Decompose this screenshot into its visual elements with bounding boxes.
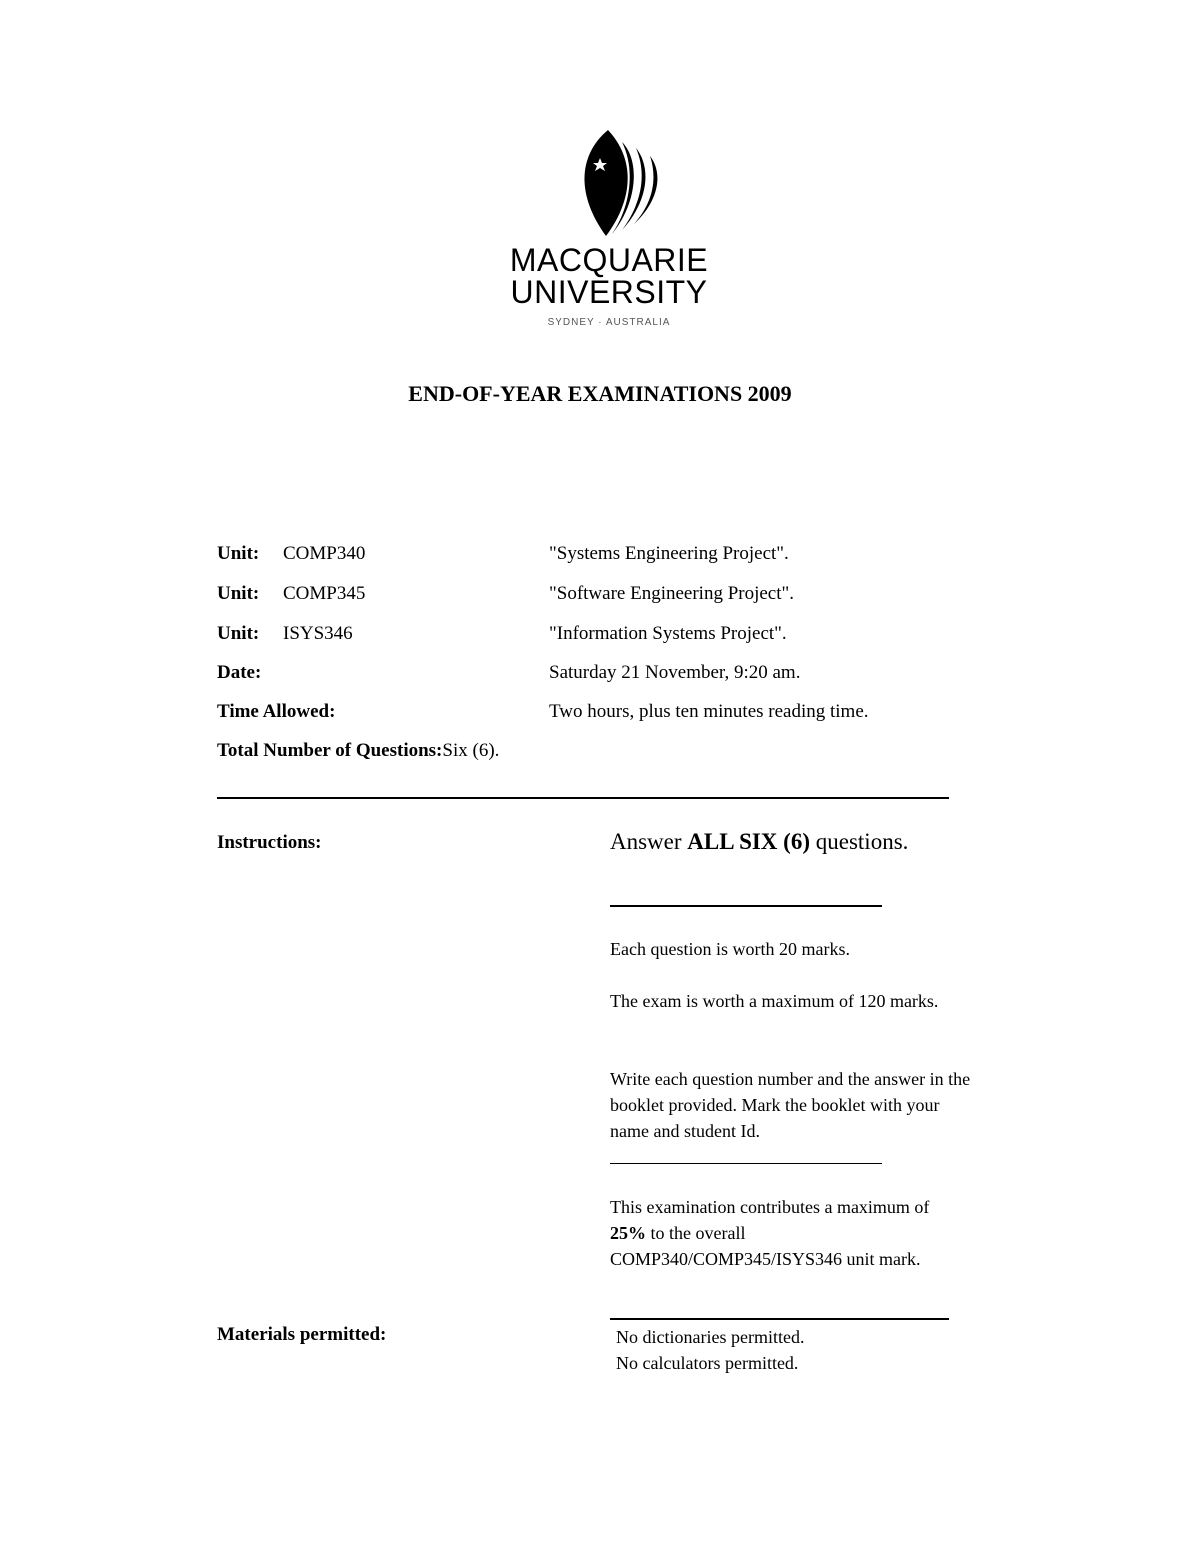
unit-name: "Systems Engineering Project".	[549, 543, 789, 564]
date-label: Date:	[217, 662, 262, 683]
unit-label: Unit:	[217, 623, 260, 644]
logo-name-line2: UNIVERSITY	[510, 274, 708, 310]
university-logo-icon	[578, 130, 678, 236]
contrib-bold: 25%	[610, 1223, 646, 1243]
instruction-divider	[610, 905, 882, 907]
date-row	[217, 660, 801, 686]
materials-label: Materials permitted:	[217, 1324, 387, 1345]
unit-name: "Software Engineering Project".	[549, 583, 795, 604]
unit-row	[217, 621, 787, 647]
answer-prefix: Answer	[610, 829, 682, 854]
answer-bold: ALL SIX (6)	[687, 829, 810, 854]
contribution-divider	[610, 1163, 882, 1164]
date-value: Saturday 21 November, 9:20 am.	[549, 662, 801, 683]
total-questions-label: Total Number of Questions:	[217, 740, 443, 761]
answer-suffix: questions.	[815, 829, 909, 854]
unit-code: COMP345	[283, 583, 366, 604]
instructions-label: Instructions:	[217, 832, 322, 853]
contribution-note	[610, 1194, 950, 1272]
section-divider	[217, 797, 949, 799]
unit-label: Unit:	[217, 543, 260, 564]
max-marks: The exam is worth a maximum of 120 marks.	[610, 991, 939, 1011]
unit-row	[217, 541, 789, 567]
unit-code: COMP340	[283, 543, 366, 564]
contrib-prefix: This examination contributes a maximum of	[610, 1197, 930, 1217]
unit-label: Unit:	[217, 583, 260, 604]
each-question-worth: Each question is worth 20 marks.	[610, 939, 850, 959]
answer-instruction	[610, 829, 908, 855]
time-allowed-value: Two hours, plus ten minutes reading time.	[549, 701, 869, 722]
logo-tagline: SYDNEY · AUSTRALIA	[547, 317, 671, 328]
materials-line1: No dictionaries permitted.	[616, 1327, 805, 1347]
page-title: END-OF-YEAR EXAMINATIONS 2009	[408, 381, 792, 406]
unit-name: "Information Systems Project".	[549, 623, 787, 644]
total-questions-row	[217, 738, 499, 764]
materials-line2: No calculators permitted.	[616, 1353, 799, 1373]
materials-divider	[610, 1318, 949, 1320]
total-questions-value: Six (6).	[442, 740, 500, 761]
logo-name-line1: MACQUARIE	[509, 242, 709, 278]
time-allowed-label: Time Allowed:	[217, 701, 336, 722]
unit-row	[217, 581, 795, 607]
write-instructions: Write each question number and the answer in the booklet provided. Mark the booklet with your name and student Id.	[610, 1069, 971, 1141]
time-allowed-row	[217, 699, 869, 725]
contrib-suffix: to the overall COMP340/COMP345/ISYS346 unit mark.	[610, 1223, 921, 1269]
unit-code: ISYS346	[283, 623, 353, 644]
